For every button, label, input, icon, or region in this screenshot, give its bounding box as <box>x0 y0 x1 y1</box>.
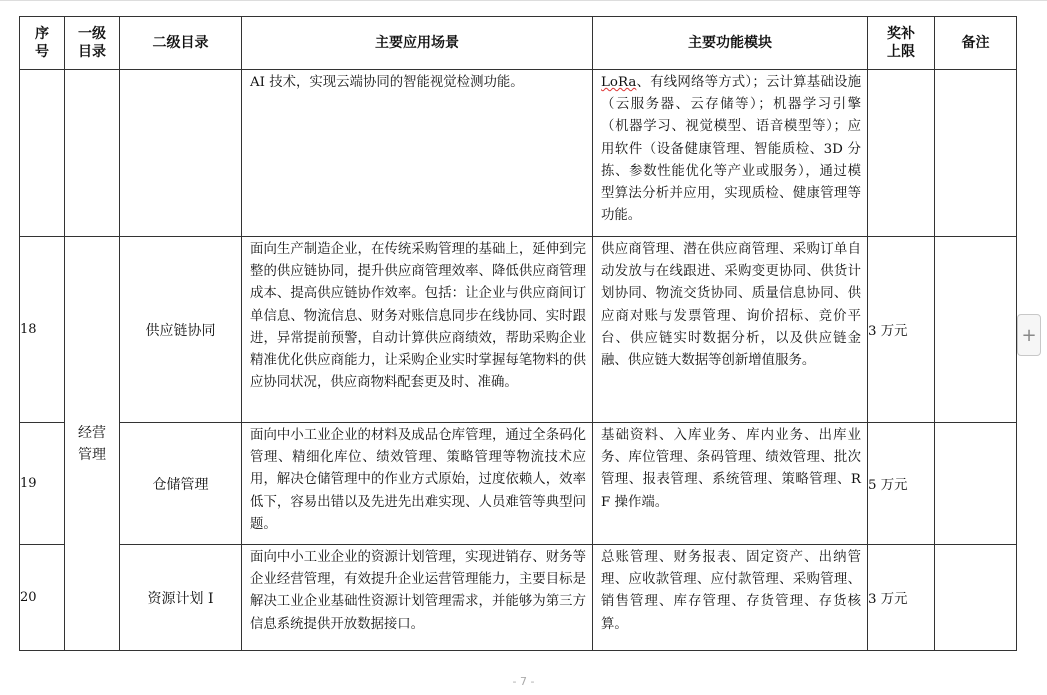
table-row <box>20 545 1017 651</box>
plus-icon: + <box>1021 324 1037 346</box>
row-scenario: 面向中小工业企业的材料及成品仓库管理，通过全条码化管理、精细化库位、绩效管理、策略管理等物流技术应用，解决仓储管理中的作业方式原始，过度依赖人，效率低下，容易出错以及先进先出难实现、人员难管等典型问题。 <box>242 423 593 545</box>
row-scenario: 面向生产制造企业，在传统采购管理的基础上，延伸到完整的供应链协同，提升供应商管理效率、降低供应商管理成本、提高供应链协作效率。包括：让企业与供应商间订单信息、物流信息、财务对账信息同步在线协同、实时跟进，异常提前预警，自动计算供应商绩效，帮助采购企业精准优化供应商能力，让采购企业实时掌握每笔物料的供应协同状况，供应商物料配套更及时、准确。 <box>242 237 593 423</box>
row-seq <box>20 70 65 237</box>
row-modules <box>593 70 868 237</box>
page-edge <box>0 0 1047 1</box>
row-level2: 资源计划 I <box>120 545 242 651</box>
row-level1-empty <box>65 70 120 237</box>
table-row <box>20 70 1017 237</box>
row-modules: 基础资料、入库业务、库内业务、出库业务、库位管理、条码管理、绩效管理、批次管理、报表管理、系统管理、策略管理、RF 操作端。 <box>593 423 868 545</box>
table-row <box>20 237 1017 423</box>
row-subsidy <box>868 70 935 237</box>
header-remark: 备注 <box>935 17 1017 70</box>
row-seq: 20 <box>20 545 65 651</box>
header-subsidy: 奖补 上限 <box>868 17 935 70</box>
level1-category: 经营 管理 <box>65 237 120 651</box>
row-modules: 总账管理、财务报表、固定资产、出纳管理、应收款管理、应付款管理、采购管理、销售管理、库存管理、存货管理、存货核算。 <box>593 545 868 651</box>
header-level1: 一级 目录 <box>65 17 120 70</box>
header-modules: 主要功能模块 <box>593 17 868 70</box>
header-seq: 序 号 <box>20 17 65 70</box>
row-level2: 供应链协同 <box>120 237 242 423</box>
page-number: - 7 - <box>512 675 535 688</box>
header-scenario: 主要应用场景 <box>242 17 593 70</box>
spellcheck-word: LoRa <box>601 75 637 90</box>
subsidy-catalog-table <box>19 16 1017 651</box>
row-scenario: 面向中小工业企业的资源计划管理，实现进销存、财务等企业经营管理，有效提升企业运营管理能力，主要目标是解决工业企业基础性资源计划管理需求，并能够为第三方信息系统提供开放数据接口。 <box>242 545 593 651</box>
row-seq: 18 <box>20 237 65 423</box>
row-level2: 仓储管理 <box>120 423 242 545</box>
table-row <box>20 423 1017 545</box>
row-subsidy: 3 万元 <box>868 545 935 651</box>
row-seq: 19 <box>20 423 65 545</box>
add-panel-button[interactable] <box>1017 314 1041 356</box>
header-level2: 二级目录 <box>120 17 242 70</box>
row-remark <box>935 423 1017 545</box>
row-remark <box>935 237 1017 423</box>
row-level2 <box>120 70 242 237</box>
row-scenario: AI 技术，实现云端协同的智能视觉检测功能。 <box>242 70 593 237</box>
row-remark <box>935 545 1017 651</box>
row-modules: 供应商管理、潜在供应商管理、采购订单自动发放与在线跟进、采购变更协同、供货计划协同、物流交货协同、质量信息协同、供应商对账与发票管理、询价招标、竞价平台、供应链实时数据分析，以及供应链金融、供应链大数据等创新增值服务。 <box>593 237 868 423</box>
row-modules-text: 、有线网络等方式）；云计算基础设施（云服务器、云存储等）；机器学习引擎（机器学习、视觉模型、语音模型等）；应用软件（设备健康管理、智能质检、3D 分拣、参数性能优化等产业或服务），通过模型算法分析并应用，实现质检、健康管理等功能。 <box>601 75 861 224</box>
header-row <box>20 17 1017 70</box>
row-subsidy: 3 万元 <box>868 237 935 423</box>
row-subsidy: 5 万元 <box>868 423 935 545</box>
row-remark <box>935 70 1017 237</box>
